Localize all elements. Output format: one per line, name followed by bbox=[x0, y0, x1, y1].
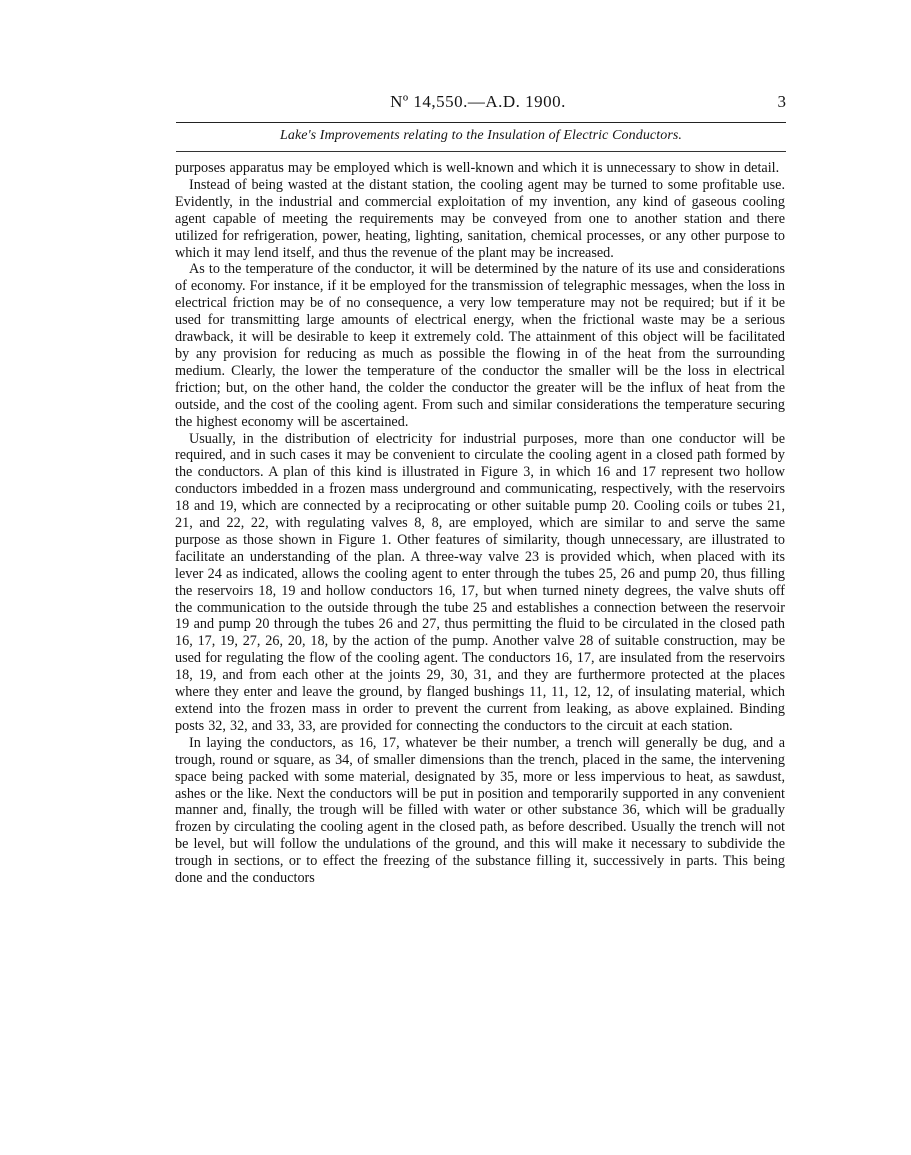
paragraph-conductor-temperature: As to the temperature of the conductor, it will be determined by the nature of its use and considerations of economy. For instance, if it be employed for the transmission of telegraphic messages, when the loss in electrical friction may be of no consequence, a very low temperature may not be required; but if it be used for transmitting large amounts of electrical energy, when the frictional waste may be a serious drawback, it will be desirable to keep it extremely cold. The attainment of this object will be facilitated by any provision for reducing as much as possible the flowing in of the heat from the surrounding medium. Clearly, the lower the temperature of the conductor the smaller will be the loss in electrical friction; but, on the other hand, the colder the conductor the greater will be the influx of heat from the outside, and the cost of the cooling agent. From such and similar considerations the temperature securing the highest economy will be ascertained. bbox=[175, 261, 785, 430]
header-rule-top bbox=[176, 122, 786, 123]
paragraph-closed-path-plan: Usually, in the distribution of electricity for industrial purposes, more than one conductor will be required, and in such cases it may be convenient to circulate the cooling agent in a closed path formed by the conductors. A plan of this kind is illustrated in Figure 3, in which 16 and 17 represent two hollow conductors imbedded in a frozen mass underground and communicating, respectively, with the reservoirs 18 and 19, which are connected by a reciprocating or other suitable pump 20. Cooling coils or tubes 21, 21, and 22, 22, with regulating valves 8, 8, are employed, which are similar to and serve the same purpose as those shown in Figure 1. Other features of similarity, though unnecessary, are illustrated to facilitate an understanding of the plan. A three-way valve 23 is provided which, when placed with its lever 24 as indicated, allows the cooling agent to enter through the tubes 25, 26 and pump 20, thus filling the reservoirs 18, 19 and hollow conductors 16, 17, but when turned ninety degrees, the valve shuts off the communication to the outside through the tube 25 and establishes a connection between the reservoir 19 and pump 20 through the tubes 26 and 27, thus permitting the fluid to be circulated in the closed path 16, 17, 19, 27, 26, 20, 18, by the action of the pump. Another valve 28 of suitable construction, may be used for regulating the flow of the cooling agent. The conductors 16, 17, are insulated from the reservoirs 18, 19, and from each other at the joints 29, 30, 31, and they are furthermore protected at the places where they enter and leave the ground, by flanged bushings 11, 11, 12, 12, of insulating material, which extend into the frozen mass in order to prevent the current from leaking, as above explained. Binding posts 32, 32, and 33, 33, are provided for connecting the conductors to the circuit at each station. bbox=[175, 430, 785, 734]
header-rule-bottom bbox=[176, 151, 786, 152]
body-text bbox=[175, 160, 785, 887]
paragraph-continuation: purposes apparatus may be employed which is well-known and which it is unnecessary to show in detail. bbox=[175, 160, 780, 176]
running-title: Lake's Improvements relating to the Insulation of Electric Conductors. bbox=[279, 128, 683, 143]
page-number: 3 bbox=[777, 92, 786, 111]
paragraph-cooling-agent-use: Instead of being wasted at the distant station, the cooling agent may be turned to some profitable use. Evidently, in the industrial and commercial exploitation of my invention, any kind of gaseous cooling agent capable of meeting the requirements may be conveyed from one to another station and there utilized for refrigeration, power, heating, lighting, sanitation, chemical processes, or any other purpose to which it may lend itself, and thus the revenue of the plant may be increased. bbox=[175, 176, 785, 261]
page-header bbox=[170, 92, 786, 116]
paragraph-laying-conductors: In laying the conductors, as 16, 17, whatever be their number, a trench will generally be dug, and a trough, round or square, as 34, of smaller dimensions than the trench, placed in the same, the intervening space being packed with some material, designated by 35, more or less impervious to heat, as sawdust, ashes or the like. Next the conductors will be put in position and temporarily supported in any convenient manner and, finally, the trough will be filled with water or other substance 36, which will be gradually frozen by circulating the cooling agent in the closed path, as before described. Usually the trench will not be level, but will follow the undulations of the ground, and this will make it necessary to subdivide the trough in sections, or to effect the freezing of the substance filling it, successively in parts. This being done and the conductors bbox=[175, 734, 785, 887]
patent-number: Nº 14,550.—A.D. 1900. bbox=[390, 92, 566, 111]
